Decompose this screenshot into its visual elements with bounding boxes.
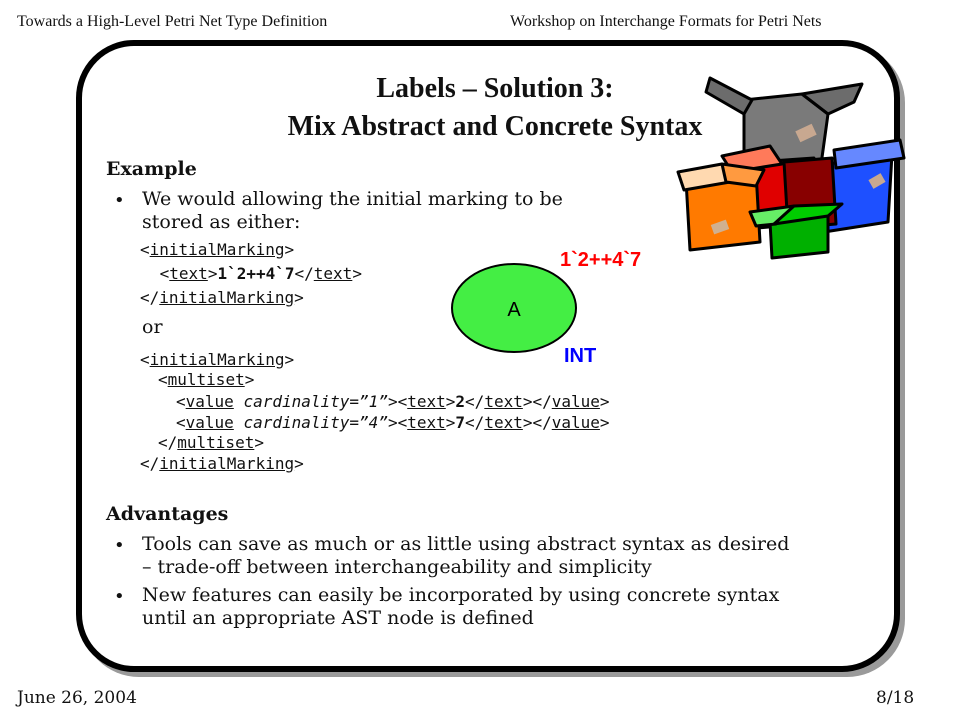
example-line1: We would allowing the initial marking to be [142, 188, 563, 210]
place-label: A [507, 299, 521, 321]
code-line-initialmarking-close: </initialMarking> [140, 288, 304, 307]
example-heading: Example [106, 158, 197, 180]
code-line-text-concrete: <text>1`2++4`7</text> [159, 264, 362, 283]
advantages-heading: Advantages [106, 503, 229, 525]
slide-title-line1: Labels – Solution 3: [376, 73, 614, 104]
bullet-dot: • [114, 190, 125, 211]
advantage-2-line1: New features can easily be incorporated by using concrete syntax [142, 584, 780, 606]
advantage-2-line2: until an appropriate AST node is defined [142, 607, 534, 629]
slide-title-line2: Mix Abstract and Concrete Syntax [287, 111, 703, 142]
or-text: or [142, 316, 163, 338]
petri-place-diagram [440, 240, 680, 370]
bullet-dot: • [114, 586, 125, 607]
code-line-initialmarking-open: <initialMarking> [140, 240, 295, 259]
bullet-dot: • [114, 535, 125, 556]
footer-page-number: 8/18 [876, 688, 915, 708]
code-line-multiset-open: <multiset> [158, 370, 255, 389]
header-left: Towards a High-Level Petri Net Type Definition [17, 13, 328, 30]
code-line-value-4: <value cardinality=”4”><text>7</text></value> [176, 413, 610, 432]
footer-date: June 26, 2004 [17, 688, 137, 708]
example-line2: stored as either: [142, 211, 301, 233]
code-line-im-open-2: <initialMarking> [140, 350, 295, 369]
boxes-clipart [652, 72, 920, 262]
code-line-multiset-close: </multiset> [158, 433, 264, 452]
advantage-1-line2: – trade-off between interchangeability and simplicity [142, 556, 652, 578]
marking-inscription: 1`2++4`7 [560, 249, 642, 271]
code-line-im-close-2: </initialMarking> [140, 454, 304, 473]
code-line-value-1: <value cardinality=”1”><text>2</text></value> [176, 392, 610, 411]
type-inscription: INT [564, 345, 597, 367]
header-right: Workshop on Interchange Formats for Petri Nets [510, 13, 822, 30]
advantage-1-line1: Tools can save as much or as little using abstract syntax as desired [142, 533, 790, 555]
